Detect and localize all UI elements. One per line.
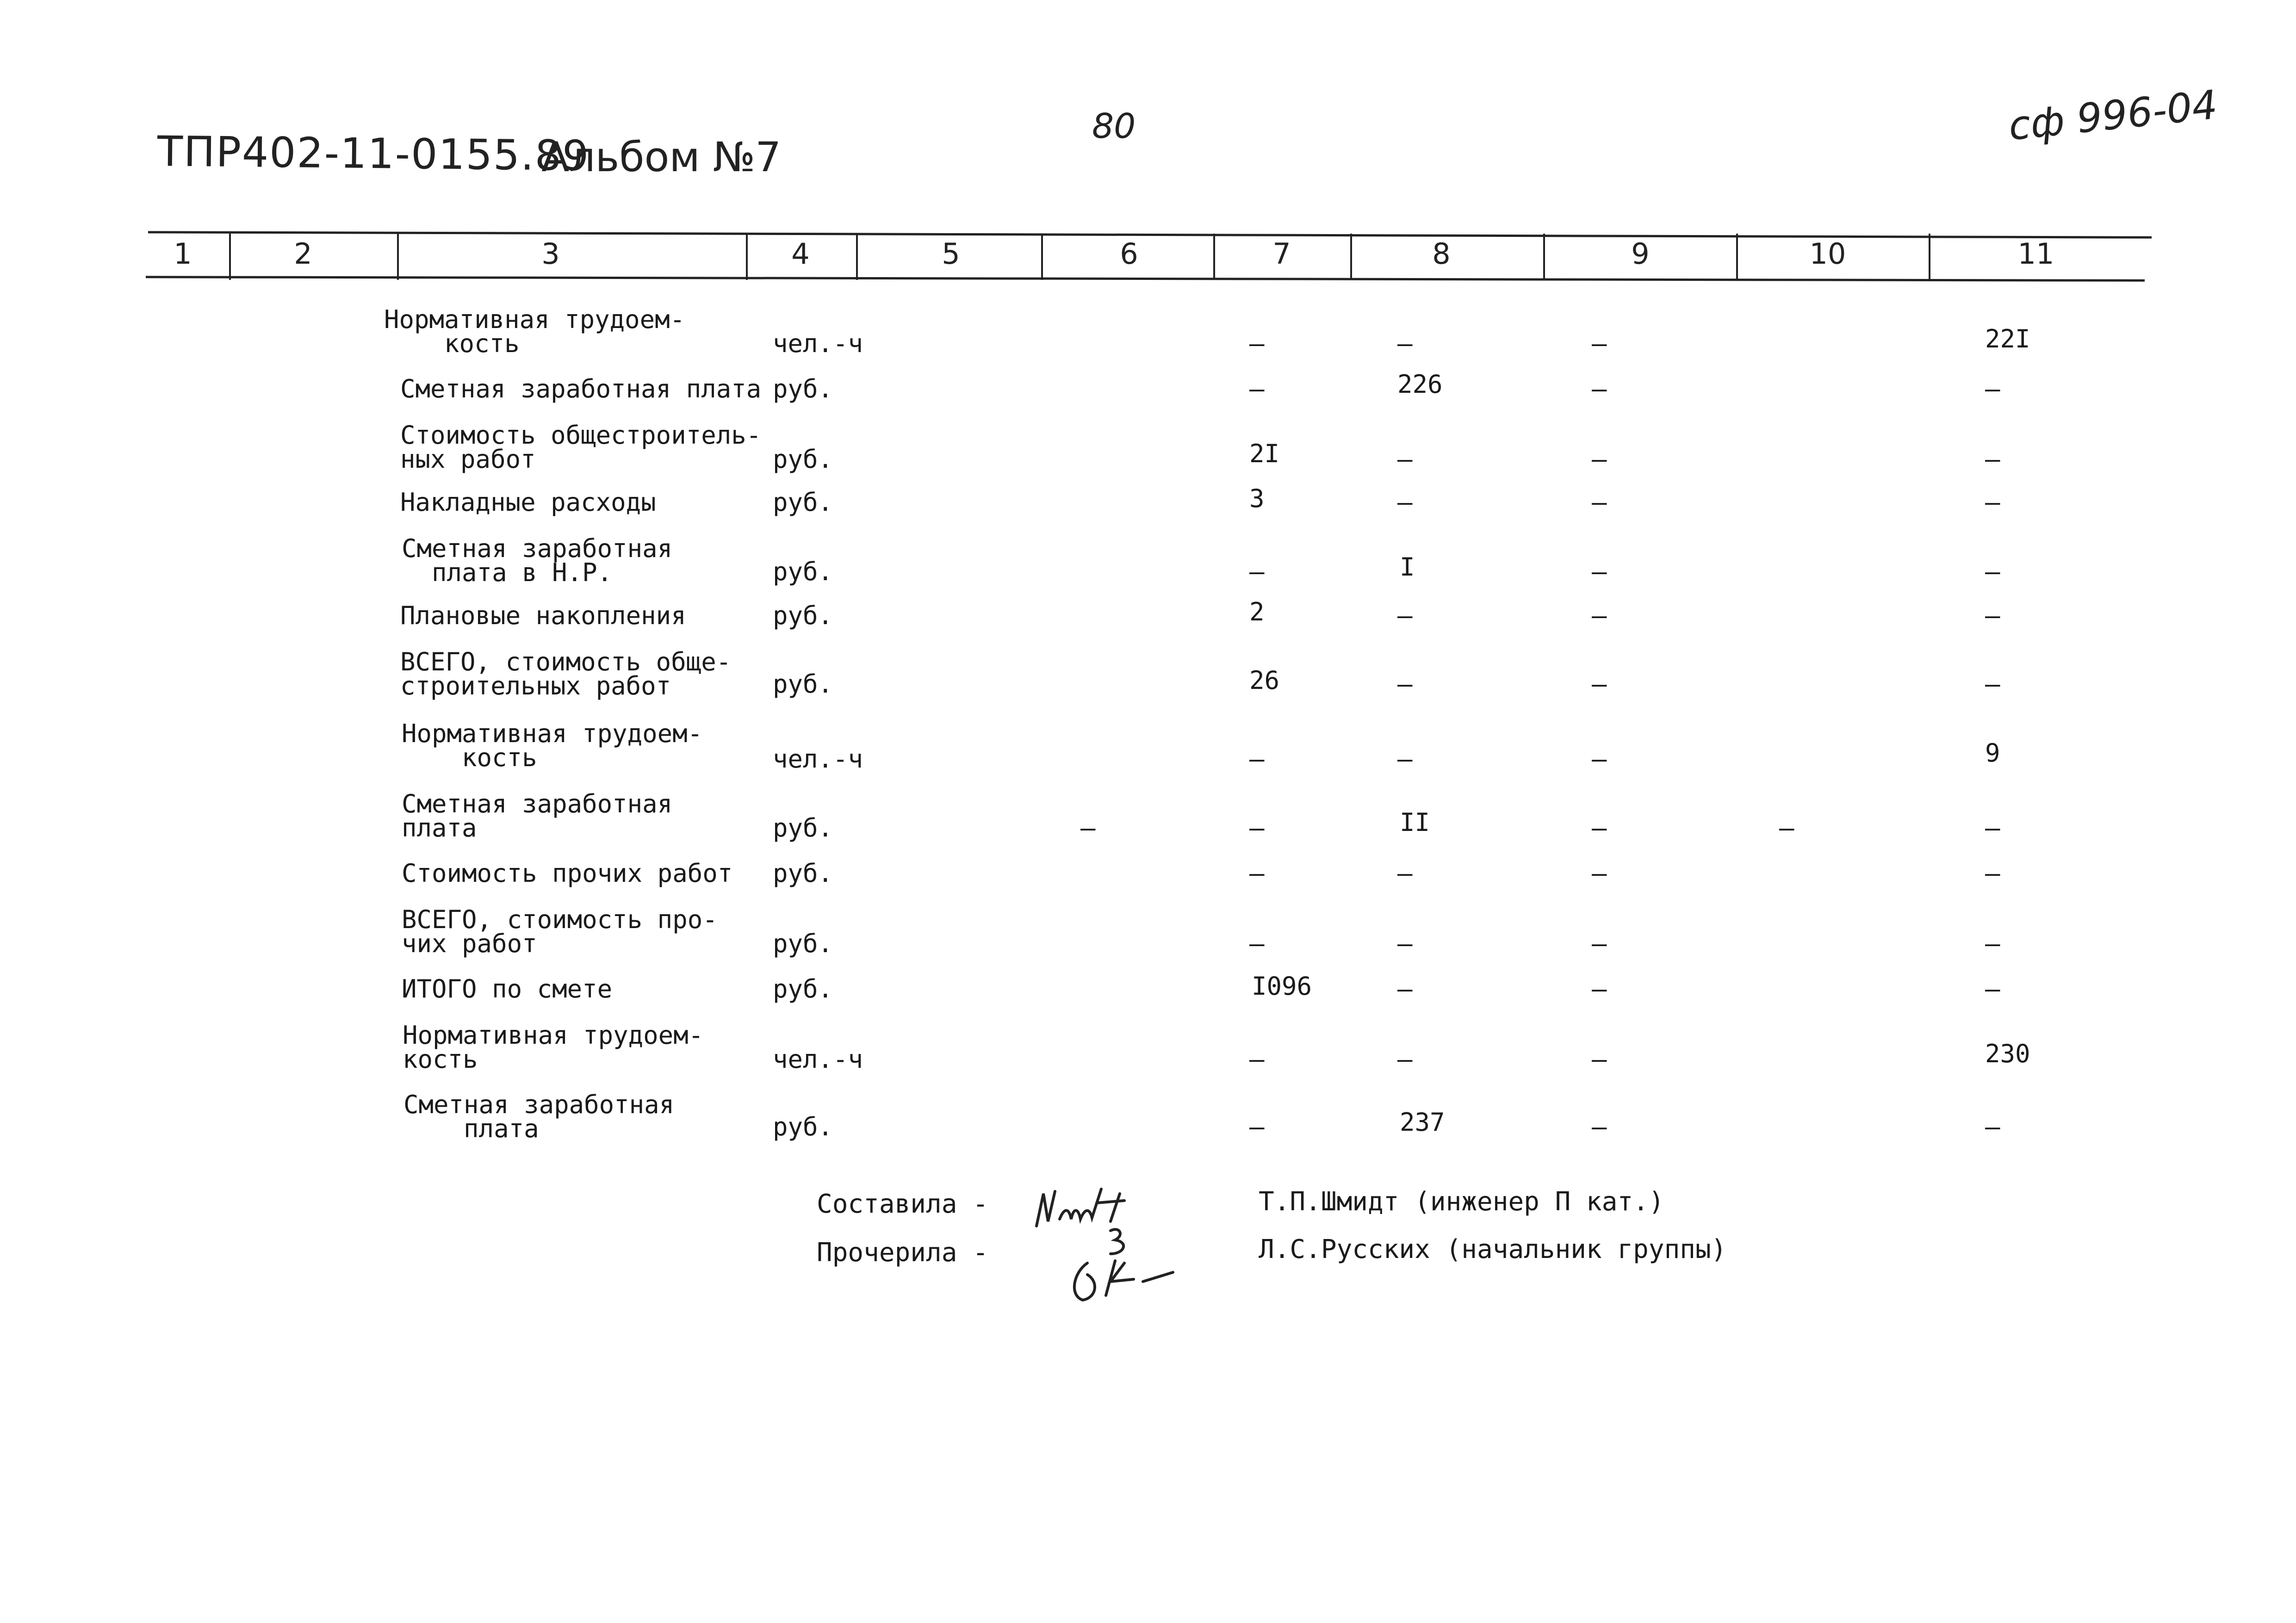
row-unit: чел.-ч (773, 329, 863, 358)
row-name: Нормативная трудоем- кость (384, 305, 685, 358)
row-name: Нормативная трудоем- кость (402, 719, 703, 772)
column-number: 4 (791, 237, 810, 271)
cell-col8: – (1397, 601, 1413, 630)
row-name: ВСЕГО, стоимость про- чих работ (402, 905, 718, 958)
cell-col7: – (1249, 1045, 1265, 1074)
cell-col8: – (1397, 329, 1413, 358)
cell-col11: 230 (1985, 1039, 2030, 1068)
cell-col11: – (1985, 669, 2000, 699)
column-divider (1041, 234, 1043, 280)
column-divider (1213, 234, 1215, 280)
row-name: Сметная заработная плата (402, 789, 673, 842)
cell-col8: – (1397, 859, 1413, 888)
row-name: Сметная заработная плата (400, 374, 762, 403)
cell-col9: – (1592, 488, 1607, 517)
checked-by-label: Прочерила - (817, 1238, 988, 1268)
column-number: 5 (942, 237, 960, 271)
signature-scribble-icon (1060, 1221, 1180, 1309)
cell-col7: 26 (1249, 666, 1280, 695)
row-unit: руб. (773, 374, 833, 403)
column-number: 11 (2017, 237, 2054, 271)
column-number: 2 (294, 237, 312, 271)
cell-col9: – (1592, 445, 1607, 474)
cell-col9: – (1592, 1112, 1607, 1141)
column-divider (229, 234, 231, 280)
column-divider (1929, 234, 1930, 280)
cell-col11: – (1985, 488, 2000, 517)
column-divider (397, 234, 399, 280)
row-unit: руб. (773, 488, 833, 517)
cell-col7: 2 (1249, 597, 1265, 626)
row-unit: руб. (773, 1112, 833, 1141)
cell-col8: 226 (1397, 370, 1443, 399)
cell-col9: – (1592, 557, 1607, 586)
cell-col9: – (1592, 601, 1607, 630)
column-divider (1736, 234, 1738, 280)
cell-col7: – (1249, 813, 1265, 842)
column-divider (746, 234, 748, 280)
row-unit: руб. (773, 669, 833, 699)
cell-col7: – (1249, 859, 1265, 888)
column-number: 9 (1631, 237, 1650, 271)
header-bottom-rule (146, 276, 2145, 282)
cell-col9: – (1592, 974, 1607, 1004)
column-number: 8 (1432, 237, 1451, 271)
cell-col7: – (1249, 929, 1265, 958)
cell-col11: – (1985, 557, 2000, 586)
cell-col11: – (1985, 601, 2000, 630)
cell-col8: – (1397, 669, 1413, 699)
cell-col7: I096 (1252, 972, 1312, 1001)
row-name: ИТОГО по смете (402, 974, 613, 1004)
row-unit: руб. (773, 813, 833, 842)
column-divider (856, 234, 858, 280)
cell-col7: – (1249, 557, 1265, 586)
cell-col11: – (1985, 929, 2000, 958)
cell-col8: – (1397, 1045, 1413, 1074)
row-unit: руб. (773, 557, 833, 586)
cell-col8: – (1397, 929, 1413, 958)
row-unit: чел.-ч (773, 1045, 863, 1074)
column-divider (1543, 234, 1545, 280)
cell-col11: – (1985, 813, 2000, 842)
row-unit: руб. (773, 601, 833, 630)
cell-col8: – (1397, 445, 1413, 474)
row-name: Нормативная трудоем- кость (403, 1021, 704, 1074)
cell-col7: – (1249, 744, 1265, 774)
cell-col8: – (1397, 744, 1413, 774)
checked-by-name: Л.С.Русских (начальник группы) (1259, 1234, 1727, 1264)
document-code: ТПР402-11-0155.89 (157, 127, 590, 180)
row-name: Стоимость общестроитель- ных работ (400, 421, 762, 474)
cell-col11: 9 (1985, 738, 2000, 768)
row-unit: руб. (773, 974, 833, 1004)
cell-col8: I (1400, 552, 1415, 582)
cell-col7: – (1249, 374, 1265, 403)
column-number: 3 (541, 237, 560, 271)
row-name: Стоимость прочих работ (402, 859, 733, 888)
column-number: 6 (1120, 237, 1138, 271)
cell-col9: – (1592, 929, 1607, 958)
column-number: 1 (174, 237, 192, 271)
cell-col7: – (1249, 1112, 1265, 1141)
cell-col9: – (1592, 329, 1607, 358)
cell-col11: – (1985, 445, 2000, 474)
cell-col9: – (1592, 744, 1607, 774)
album-number: Альбом №7 (541, 133, 782, 181)
row-unit: руб. (773, 859, 833, 888)
column-number: 10 (1809, 237, 1846, 271)
row-name: Плановые накопления (400, 601, 686, 630)
cell-col11: 22I (1985, 324, 2030, 353)
row-name: Сметная заработная плата (403, 1090, 675, 1143)
cell-col9: – (1592, 859, 1607, 888)
cell-col9: – (1592, 813, 1607, 842)
cell-col11: – (1985, 374, 2000, 403)
row-unit: руб. (773, 929, 833, 958)
header-top-rule (148, 231, 2152, 238)
row-name: ВСЕГО, стоимость обще- строительных работ (400, 647, 732, 700)
cell-col7: – (1249, 329, 1265, 358)
page-number: 80 (1092, 106, 1136, 146)
cell-col11: – (1985, 1112, 2000, 1141)
row-name: Сметная заработная плата в Н.Р. (402, 534, 673, 587)
cell-col7: 2I (1249, 439, 1280, 468)
column-number: 7 (1272, 237, 1291, 271)
cell-col7: 3 (1249, 484, 1265, 513)
cell-col8: 237 (1400, 1108, 1445, 1137)
row-unit: руб. (773, 445, 833, 474)
cell-col11: – (1985, 859, 2000, 888)
cell-col10: – (1779, 813, 1794, 842)
row-name: Накладные расходы (400, 488, 656, 517)
composed-by-name: Т.П.Шмидт (инженер П кат.) (1259, 1187, 1664, 1217)
cell-col9: – (1592, 1045, 1607, 1074)
row-unit: чел.-ч (773, 744, 863, 774)
composed-by-label: Составила - (817, 1189, 988, 1219)
cell-col8: II (1400, 808, 1430, 837)
cell-col8: – (1397, 974, 1413, 1004)
cell-col9: – (1592, 669, 1607, 699)
cell-col11: – (1985, 974, 2000, 1004)
cell-col5: – (1080, 813, 1096, 842)
cell-col8: – (1397, 488, 1413, 517)
column-divider (1350, 234, 1352, 280)
cell-col9: – (1592, 374, 1607, 403)
archive-stamp: сф 996-04 (2006, 81, 2220, 150)
